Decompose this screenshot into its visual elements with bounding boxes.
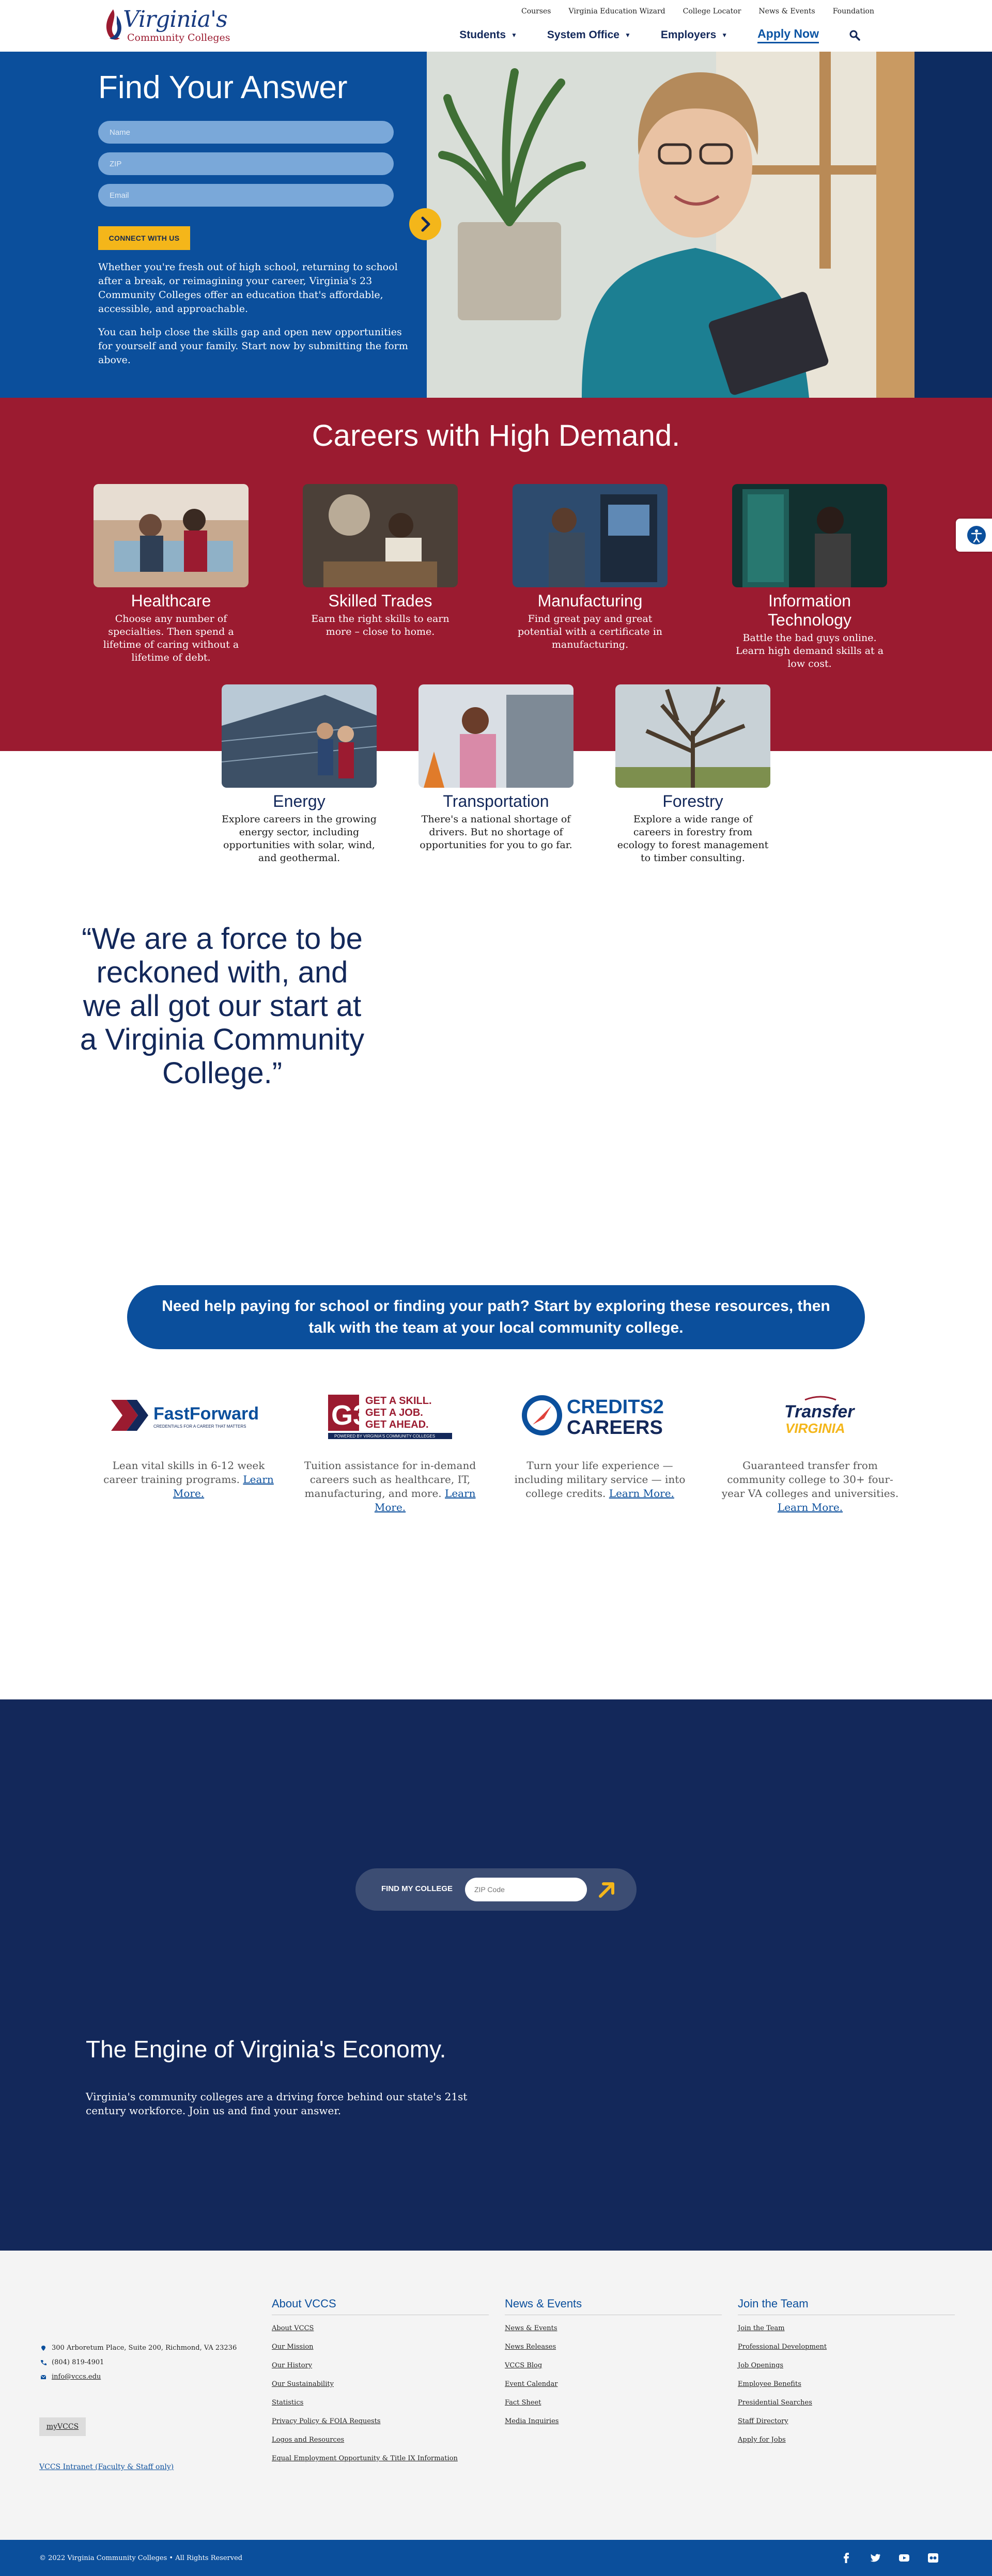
- footer-column-title: About VCCS: [272, 2297, 489, 2315]
- help-banner: Need help paying for school or finding your path? Start by exploring these resources, then talk with the team at your local community college.: [127, 1285, 865, 1349]
- address-text: 300 Arboretum Place, Suite 200, Richmond, VA 23236: [52, 2344, 237, 2352]
- careers-logo-text: CAREERS: [567, 1417, 663, 1439]
- copyright-text: © 2022 Virginia Community Colleges • All Rights Reserved: [39, 2554, 243, 2562]
- hero-section: [0, 52, 992, 398]
- career-name: Manufacturing: [537, 591, 643, 610]
- career-description: Choose any number of specialties. Then spend a lifetime of caring without a lifetime of debt.: [103, 613, 239, 663]
- credits2-logo-text: CREDITS2: [567, 1396, 664, 1418]
- footer-link[interactable]: News Releases: [505, 2343, 556, 2351]
- hero-title: Find Your Answer: [98, 70, 348, 105]
- career-card-transportation[interactable]: [411, 684, 581, 852]
- chevron-right-icon: [409, 208, 441, 240]
- search-icon[interactable]: [849, 29, 860, 41]
- footer-link[interactable]: About VCCS: [272, 2324, 314, 2332]
- hero-paragraph-1: Whether you're fresh out of high school, returning to school after a break, or reimagining your career, Virginia's 23 Community Colleges offer an education that's affordable, accessible, and approachable.: [98, 261, 398, 315]
- footer-link[interactable]: Equal Employment Opportunity & Title IX Information: [272, 2455, 458, 2462]
- footer-link[interactable]: Statistics: [272, 2399, 304, 2407]
- utility-link-courses[interactable]: Courses: [521, 7, 551, 15]
- career-name: Healthcare: [131, 591, 211, 610]
- career-card-forestry[interactable]: [608, 684, 778, 865]
- learn-more-link[interactable]: Learn More.: [374, 1487, 476, 1513]
- footer-link[interactable]: Event Calendar: [505, 2380, 558, 2388]
- footer-link[interactable]: Our Mission: [272, 2343, 314, 2351]
- nav-item-system-office[interactable]: [547, 29, 631, 41]
- email-text: info@vccs.edu: [52, 2373, 101, 2381]
- career-name: Skilled Trades: [328, 591, 432, 610]
- footer-link[interactable]: Apply for Jobs: [738, 2436, 786, 2444]
- footer-link[interactable]: Staff Directory: [738, 2417, 788, 2425]
- career-card-healthcare[interactable]: [86, 484, 256, 664]
- utility-link-college-locator[interactable]: College Locator: [683, 7, 741, 15]
- engine-section: [0, 1699, 992, 2251]
- footer-link[interactable]: Join the Team: [738, 2324, 785, 2332]
- phone-icon: [40, 2360, 47, 2366]
- transfer-logo-text: Transfer: [784, 1402, 855, 1422]
- resource-desc-text: Turn your life experience — including military service — into college credits.: [514, 1459, 686, 1500]
- footer-column-title: Join the Team: [738, 2297, 955, 2315]
- accessibility-icon: [956, 519, 992, 552]
- resource-description: [300, 1459, 481, 1515]
- career-photo-energy: [222, 684, 377, 788]
- hero-paragraph-2: You can help close the skills gap and open new opportunities for yourself and your family. Start now by submitting the form above.: [98, 326, 408, 366]
- hero-side-bar: [915, 52, 992, 398]
- resource-description: [98, 1459, 279, 1501]
- footer-link[interactable]: Employee Benefits: [738, 2380, 801, 2388]
- career-photo-healthcare: [94, 484, 249, 587]
- g3-logo-line-2: GET A JOB.: [365, 1407, 423, 1418]
- footer-link[interactable]: Presidential Searches: [738, 2399, 812, 2407]
- footer-link[interactable]: Our Sustainability: [272, 2380, 334, 2388]
- nav-item-students[interactable]: [459, 29, 517, 41]
- utility-nav: [521, 7, 874, 15]
- career-card-skilled-trades[interactable]: [295, 484, 466, 638]
- footer-phone[interactable]: [40, 2359, 104, 2366]
- engine-title: The Engine of Virginia's Economy.: [86, 2036, 446, 2063]
- twitter-icon[interactable]: [869, 2552, 881, 2564]
- email-input[interactable]: [98, 184, 394, 207]
- map-pin-icon: [40, 2345, 47, 2351]
- resource-g3: [300, 1384, 481, 1515]
- footer-column-title: News & Events: [505, 2297, 722, 2315]
- nav-label-students: Students: [459, 29, 506, 41]
- footer-link[interactable]: Professional Development: [738, 2343, 827, 2351]
- fastforward-logo[interactable]: [106, 1384, 271, 1446]
- apply-now-link[interactable]: Apply Now: [757, 27, 819, 43]
- utility-link-foundation[interactable]: Foundation: [832, 7, 874, 15]
- accessibility-button[interactable]: [956, 519, 992, 552]
- chevron-down-icon: ▼: [721, 32, 728, 39]
- g3-logo-subtext: POWERED BY VIRGINIA'S COMMUNITY COLLEGES: [334, 1434, 436, 1439]
- footer-link[interactable]: Media Inquiries: [505, 2417, 559, 2425]
- college-finder: [355, 1868, 637, 1911]
- myvccs-button[interactable]: myVCCS: [39, 2417, 86, 2436]
- career-description: Earn the right skills to earn more – close to home.: [311, 613, 450, 637]
- resource-description: [720, 1459, 901, 1515]
- facebook-icon[interactable]: [840, 2552, 853, 2564]
- resource-transfer-virginia: [720, 1384, 901, 1515]
- footer-link[interactable]: Privacy Policy & FOIA Requests: [272, 2417, 381, 2425]
- career-photo-transportation: [419, 684, 574, 788]
- career-description: Explore a wide range of careers in forestry from ecology to forest management to timber consulting.: [617, 814, 769, 864]
- nav-item-employers[interactable]: [661, 29, 727, 41]
- resource-desc-text: Lean vital skills in 6-12 week career training programs.: [103, 1459, 265, 1486]
- testimonial-quote: “We are a force to be reckoned with, and we all got our start at a Virginia Community College.”: [80, 922, 365, 1090]
- fastforward-logo-subtext: CREDENTIALS FOR A CAREER THAT MATTERS: [153, 1424, 246, 1429]
- engine-text: Virginia's community colleges are a driving force behind our state's 21st century workforce. Join us and find your answer.: [86, 2090, 468, 2117]
- g3-logo-line-3: GET AHEAD.: [365, 1419, 429, 1430]
- find-my-college-label: FIND MY COLLEGE: [381, 1884, 453, 1893]
- career-name: Forestry: [662, 792, 723, 810]
- g3-logo[interactable]: [307, 1384, 473, 1446]
- footer-link[interactable]: News & Events: [505, 2324, 557, 2332]
- logo-flame-mark: [101, 8, 125, 42]
- name-input[interactable]: [98, 121, 394, 144]
- zip-code-input[interactable]: [465, 1878, 587, 1901]
- resource-credits2careers: [509, 1384, 690, 1501]
- career-photo-forestry: [615, 684, 770, 788]
- resource-desc-text: Tuition assistance for in-demand careers such as healthcare, IT, manufacturing, and more.: [304, 1459, 476, 1500]
- career-card-information-technology[interactable]: [724, 484, 895, 670]
- connect-with-us-button[interactable]: CONNECT WITH US: [98, 226, 190, 250]
- utility-link-news-events[interactable]: News & Events: [758, 7, 815, 15]
- transfer-virginia-logo[interactable]: [727, 1384, 893, 1446]
- footer-link[interactable]: Logos and Resources: [272, 2436, 345, 2444]
- intranet-link[interactable]: VCCS Intranet (Faculty & Staff only): [39, 2463, 174, 2471]
- vccs-logo[interactable]: [101, 5, 230, 45]
- g3-logo-mark: G3: [331, 1400, 369, 1431]
- nav-label-employers: Employers: [660, 29, 717, 41]
- footer-column-news: [505, 2297, 722, 2436]
- footer-column-about: [272, 2297, 489, 2473]
- footer-link[interactable]: Job Openings: [738, 2362, 784, 2369]
- hero-next-button[interactable]: [409, 208, 441, 240]
- chevron-down-icon: ▼: [511, 32, 517, 39]
- career-name: Information Technology: [768, 591, 851, 629]
- footer-link[interactable]: VCCS Blog: [505, 2362, 542, 2369]
- career-description: Explore careers in the growing energy sector, including opportunities with solar, wind, and geothermal.: [222, 814, 377, 864]
- career-card-manufacturing[interactable]: [505, 484, 675, 651]
- footer-email[interactable]: [40, 2373, 101, 2381]
- career-photo-skilled-trades: [303, 484, 458, 587]
- career-photo-manufacturing: [513, 484, 668, 587]
- main-nav: [459, 27, 860, 43]
- zip-input[interactable]: [98, 152, 394, 175]
- copyright-bar: [0, 2540, 992, 2576]
- nav-label-system-office: System Office: [547, 29, 619, 41]
- virginia-logo-text: VIRGINIA: [785, 1420, 845, 1436]
- resource-description: [509, 1459, 690, 1501]
- learn-more-link[interactable]: Learn More.: [609, 1487, 674, 1500]
- career-name: Transportation: [443, 792, 549, 810]
- phone-text: (804) 819-4901: [52, 2359, 104, 2366]
- chevron-down-icon: ▼: [624, 32, 631, 39]
- career-card-energy[interactable]: [214, 684, 384, 865]
- footer-link[interactable]: Our History: [272, 2362, 313, 2369]
- flickr-icon[interactable]: [927, 2552, 939, 2564]
- hero-photo-smiling-woman: [427, 52, 915, 398]
- career-description: Battle the bad guys online. Learn high demand skills at a low cost.: [735, 632, 884, 669]
- youtube-icon[interactable]: [898, 2552, 910, 2564]
- learn-more-link[interactable]: Learn More.: [173, 1473, 274, 1500]
- logo-text-virginias: Virginia's: [123, 6, 227, 33]
- footer-column-join: [738, 2297, 955, 2455]
- utility-link-education-wizard[interactable]: Virginia Education Wizard: [568, 7, 665, 15]
- careers-title: Careers with High Demand.: [312, 419, 680, 452]
- career-description: Find great pay and great potential with a certificate in manufacturing.: [517, 613, 663, 650]
- footer-link[interactable]: Fact Sheet: [505, 2399, 541, 2407]
- career-photo-information-technology: [732, 484, 887, 587]
- resource-fastforward: [98, 1384, 279, 1501]
- site-header: [0, 0, 992, 52]
- learn-more-link[interactable]: Learn More.: [777, 1501, 843, 1513]
- footer-address: [40, 2344, 237, 2352]
- logo-text-community-colleges: Community Colleges: [127, 32, 230, 43]
- g3-logo-line-1: GET A SKILL.: [365, 1395, 432, 1407]
- career-description: There's a national shortage of drivers. But no shortage of opportunities for you to go far.: [420, 814, 572, 851]
- arrow-up-right-icon[interactable]: [594, 1878, 620, 1901]
- resource-desc-text: Guaranteed transfer from community college to 30+ four-year VA colleges and universities.: [721, 1459, 899, 1500]
- fastforward-logo-text: FastForward: [153, 1404, 259, 1424]
- envelope-icon: [40, 2374, 47, 2380]
- credits2careers-logo[interactable]: [517, 1384, 683, 1446]
- career-name: Energy: [273, 792, 326, 810]
